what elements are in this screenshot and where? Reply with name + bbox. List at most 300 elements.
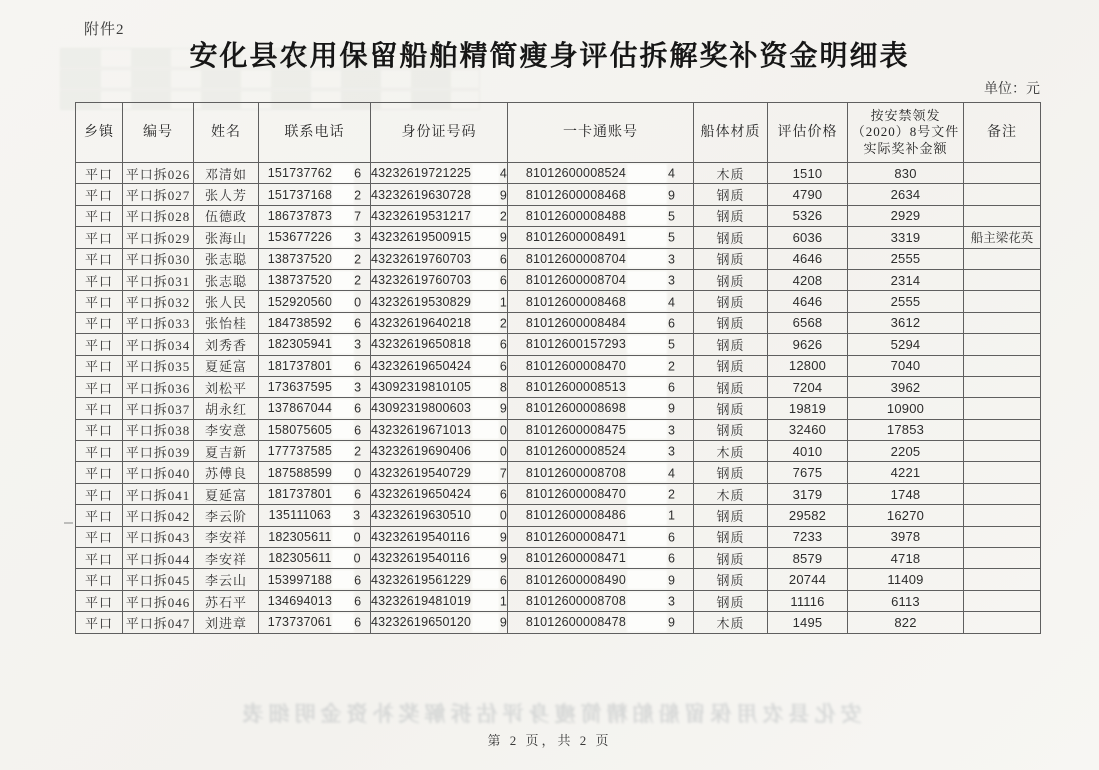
cell-remark (964, 312, 1041, 333)
cell-account (508, 483, 694, 504)
redacted-number-visible-part: 43232619690406 (371, 444, 472, 459)
redacted-number-visible-part: 81012600008488 (525, 208, 626, 223)
cell-code: 平口拆033 (123, 312, 194, 333)
redacted-number-visible-part: 177737585 (267, 444, 333, 459)
cell-id-number (371, 548, 508, 569)
cell-phone (259, 441, 371, 462)
cell-account (508, 548, 694, 569)
cell-material: 钢质 (694, 419, 768, 440)
cell-remark (964, 163, 1041, 184)
redacted-number-visible-part: 43232619540116 (371, 551, 471, 566)
redacted-number-tail-digit: 6 (499, 573, 507, 588)
cell-material: 钢质 (694, 376, 768, 397)
cell-name: 苏石平 (194, 590, 259, 611)
cell-price: 7204 (768, 376, 848, 397)
cell-subsidy: 5294 (848, 334, 964, 355)
redacted-number-tail-digit: 9 (499, 530, 507, 545)
table-row (76, 441, 1041, 462)
cell-name: 伍德政 (194, 205, 259, 226)
cell-account (508, 590, 694, 611)
cell-material: 木质 (694, 163, 768, 184)
cell-account (508, 163, 694, 184)
redacted-number-tail-digit: 3 (353, 508, 361, 523)
cell-price: 12800 (768, 355, 848, 376)
cell-account (508, 398, 694, 419)
cell-id-number (371, 462, 508, 483)
cell-name: 张志聪 (194, 248, 259, 269)
page-title: 安化县农用保留船舶精简瘦身评估拆解奖补资金明细表 (189, 41, 910, 72)
redacted-number-visible-part: 152920560 (267, 294, 333, 309)
redacted-number-visible-part: 81012600008486 (525, 508, 626, 523)
redacted-number-tail-digit: 6 (499, 487, 507, 502)
table-row (76, 248, 1041, 269)
redacted-number-tail-digit: 3 (667, 423, 676, 438)
redaction-bar (473, 443, 498, 460)
redaction-bar (628, 464, 666, 481)
redacted-number-visible-part: 81012600008468 (525, 187, 626, 202)
cell-price: 11116 (768, 590, 848, 611)
redacted-number-visible-part: 43232619650424 (371, 358, 472, 373)
cell-account (508, 462, 694, 483)
bleed-through-text: 安化县农用保留船舶精简瘦身评估拆解奖补资金明细表 (237, 702, 862, 726)
redaction-bar (473, 186, 498, 203)
cell-price: 7233 (768, 526, 848, 547)
cell-subsidy: 830 (848, 163, 964, 184)
cell-subsidy: 3319 (848, 227, 964, 248)
redacted-number-tail-digit: 1 (499, 295, 507, 310)
cell-subsidy: 10900 (848, 398, 964, 419)
cell-id-number (371, 483, 508, 504)
cell-subsidy: 1748 (848, 483, 964, 504)
cell-township: 平口 (76, 483, 123, 504)
redaction-bar (628, 207, 666, 224)
cell-name: 苏傅良 (194, 462, 259, 483)
cell-name: 夏吉新 (194, 441, 259, 462)
redacted-number-tail-digit: 6 (354, 401, 362, 416)
redacted-number-tail-digit: 4 (499, 166, 507, 181)
redaction-bar (628, 293, 666, 310)
cell-name: 张人民 (194, 291, 259, 312)
cell-code: 平口拆026 (123, 163, 194, 184)
redacted-number-tail-digit: 2 (499, 316, 507, 331)
table-row (76, 483, 1041, 504)
cell-code: 平口拆032 (123, 291, 194, 312)
cell-account (508, 227, 694, 248)
redacted-number-tail-digit: 0 (354, 466, 362, 481)
redacted-number-visible-part: 81012600008524 (525, 444, 626, 459)
cell-id-number (371, 312, 508, 333)
col-header-id-number: 身份证号码 (371, 103, 508, 163)
redacted-number-tail-digit: 9 (667, 615, 676, 630)
table-row (76, 184, 1041, 205)
redacted-number-visible-part: 43232619540116 (371, 529, 471, 544)
redaction-bar (473, 207, 498, 224)
redacted-number-visible-part: 43232619540729 (371, 465, 472, 480)
cell-phone (259, 612, 371, 633)
redaction-bar (628, 486, 666, 503)
cell-name: 李安祥 (194, 548, 259, 569)
redacted-number-visible-part: 135111063 (268, 508, 332, 523)
cell-subsidy: 6113 (848, 590, 964, 611)
redacted-number-visible-part: 81012600008478 (525, 615, 626, 630)
page-number: 第 2 页，共 2 页 (487, 733, 612, 748)
redaction-bar (628, 614, 666, 631)
cell-material: 钢质 (694, 184, 768, 205)
cell-phone (259, 334, 371, 355)
table-row (76, 227, 1041, 248)
redacted-number-tail-digit: 5 (667, 230, 676, 245)
redacted-number-visible-part: 187588599 (267, 465, 333, 480)
cell-code: 平口拆034 (123, 334, 194, 355)
redacted-number-tail-digit: 8 (499, 380, 507, 395)
redaction-bar (473, 314, 498, 331)
unit-label: 单位：元 (984, 82, 1040, 97)
col-header-material: 船体材质 (694, 103, 768, 163)
cell-material: 钢质 (694, 291, 768, 312)
attachment-label: 附件2 (84, 22, 125, 38)
cell-phone (259, 483, 371, 504)
redacted-number-tail-digit: 6 (667, 551, 676, 566)
redacted-number-tail-digit: 3 (354, 230, 362, 245)
redaction-bar (333, 229, 353, 246)
cell-account (508, 248, 694, 269)
redacted-number-tail-digit: 0 (354, 295, 362, 310)
cell-account (508, 291, 694, 312)
cell-township: 平口 (76, 548, 123, 569)
cell-name: 胡永红 (194, 398, 259, 419)
redaction-bar (473, 464, 498, 481)
cell-township: 平口 (76, 248, 123, 269)
redaction-bar (628, 336, 666, 353)
redacted-number-visible-part: 173737061 (267, 615, 333, 630)
cell-code: 平口拆038 (123, 419, 194, 440)
redacted-number-visible-part: 134694013 (267, 594, 333, 608)
cell-id-number (371, 612, 508, 633)
cell-id-number (371, 163, 508, 184)
redacted-number-tail-digit: 6 (667, 530, 676, 545)
cell-account (508, 376, 694, 397)
cell-remark (964, 483, 1041, 504)
cell-id-number (371, 398, 508, 419)
redaction-bar (628, 400, 666, 417)
redaction-bar (333, 486, 353, 503)
redacted-number-visible-part: 153997188 (267, 572, 333, 587)
cell-id-number (371, 227, 508, 248)
redacted-number-visible-part: 81012600008698 (525, 401, 626, 416)
cell-remark (964, 184, 1041, 205)
redaction-bar (333, 571, 353, 588)
cell-account (508, 312, 694, 333)
cell-account (508, 355, 694, 376)
redaction-bar (473, 165, 498, 182)
redacted-number-tail-digit: 2 (667, 487, 676, 502)
cell-id-number (371, 269, 508, 290)
cell-code: 平口拆028 (123, 205, 194, 226)
redacted-number-visible-part: 43232619650818 (371, 337, 472, 352)
cell-material: 钢质 (694, 227, 768, 248)
redaction-bar (333, 293, 353, 310)
col-header-subsidy: 按安禁领发（2020）8号文件实际奖补金额 (848, 103, 964, 163)
redacted-number-tail-digit: 6 (354, 594, 362, 609)
redaction-bar (472, 528, 498, 545)
table-row (76, 312, 1041, 333)
cell-code: 平口拆029 (123, 227, 194, 248)
subsidy-table (75, 102, 1041, 634)
cell-township: 平口 (76, 462, 123, 483)
redaction-bar (333, 336, 353, 353)
redaction-bar (333, 186, 353, 203)
cell-subsidy: 2555 (848, 291, 964, 312)
redaction-bar (473, 593, 498, 610)
cell-code: 平口拆027 (123, 184, 194, 205)
redacted-number-visible-part: 81012600008470 (525, 358, 626, 373)
table-row (76, 612, 1041, 633)
scan-artifact-mark (64, 522, 73, 524)
col-header-code: 编号 (123, 103, 194, 163)
cell-id-number (371, 334, 508, 355)
cell-name: 李安祥 (194, 526, 259, 547)
redaction-bar (473, 379, 498, 396)
redacted-number-visible-part: 81012600008491 (525, 230, 626, 245)
redacted-number-tail-digit: 9 (499, 551, 507, 566)
cell-subsidy: 2634 (848, 184, 964, 205)
redaction-bar (473, 357, 498, 374)
redacted-number-tail-digit: 5 (667, 337, 676, 352)
table-row (76, 376, 1041, 397)
cell-subsidy: 11409 (848, 569, 964, 590)
cell-material: 木质 (694, 612, 768, 633)
cell-remark (964, 334, 1041, 355)
cell-subsidy: 3962 (848, 376, 964, 397)
cell-township: 平口 (76, 376, 123, 397)
cell-phone (259, 269, 371, 290)
cell-remark (964, 505, 1041, 526)
redaction-bar (628, 314, 666, 331)
cell-name: 张志聪 (194, 269, 259, 290)
table-row (76, 590, 1041, 611)
cell-township: 平口 (76, 590, 123, 611)
redacted-number-visible-part: 81012600008490 (525, 572, 626, 587)
cell-id-number (371, 505, 508, 526)
redacted-number-visible-part: 138737520 (267, 251, 333, 266)
redaction-bar (473, 421, 498, 438)
cell-name: 张怡桂 (194, 312, 259, 333)
redacted-number-tail-digit: 2 (499, 209, 507, 224)
cell-material: 钢质 (694, 269, 768, 290)
cell-township: 平口 (76, 505, 123, 526)
cell-township: 平口 (76, 419, 123, 440)
cell-phone (259, 376, 371, 397)
cell-township: 平口 (76, 398, 123, 419)
cell-price: 6568 (768, 312, 848, 333)
cell-township: 平口 (76, 184, 123, 205)
cell-subsidy: 822 (848, 612, 964, 633)
table-row (76, 505, 1041, 526)
redacted-number-visible-part: 151737168 (267, 187, 333, 202)
cell-account (508, 205, 694, 226)
redaction-bar (333, 272, 353, 289)
redacted-number-visible-part: 182305611 (268, 529, 332, 544)
col-header-phone: 联系电话 (259, 103, 371, 163)
redacted-number-tail-digit: 6 (499, 252, 507, 267)
redaction-bar (473, 614, 498, 631)
table-row (76, 163, 1041, 184)
cell-remark (964, 441, 1041, 462)
cell-subsidy: 7040 (848, 355, 964, 376)
cell-phone (259, 291, 371, 312)
redaction-bar (333, 421, 353, 438)
redacted-number-visible-part: 138737520 (267, 273, 333, 288)
redacted-number-tail-digit: 0 (353, 551, 361, 566)
cell-material: 钢质 (694, 205, 768, 226)
cell-name: 张人芳 (194, 184, 259, 205)
redaction-bar (628, 357, 666, 374)
redacted-number-visible-part: 181737801 (267, 358, 333, 373)
cell-material: 钢质 (694, 505, 768, 526)
cell-material: 钢质 (694, 548, 768, 569)
cell-account (508, 269, 694, 290)
table-row (76, 462, 1041, 483)
cell-township: 平口 (76, 526, 123, 547)
cell-subsidy: 3978 (848, 526, 964, 547)
cell-township: 平口 (76, 441, 123, 462)
cell-remark (964, 569, 1041, 590)
redacted-number-visible-part: 81012600157293 (525, 337, 626, 352)
redacted-number-visible-part: 43232619630728 (371, 187, 472, 202)
redacted-number-tail-digit: 2 (354, 444, 362, 459)
cell-township: 平口 (76, 612, 123, 633)
redacted-number-tail-digit: 6 (354, 316, 362, 331)
redaction-bar (628, 165, 666, 182)
redacted-number-tail-digit: 9 (499, 230, 507, 245)
cell-township: 平口 (76, 355, 123, 376)
redacted-number-visible-part: 158075605 (267, 422, 333, 437)
cell-account (508, 505, 694, 526)
col-header-township: 乡镇 (76, 103, 123, 163)
cell-subsidy: 2555 (848, 248, 964, 269)
cell-id-number (371, 205, 508, 226)
cell-subsidy: 2314 (848, 269, 964, 290)
redaction-bar (333, 593, 353, 610)
redacted-number-tail-digit: 4 (667, 166, 676, 181)
cell-account (508, 419, 694, 440)
redacted-number-tail-digit: 9 (499, 188, 507, 203)
redaction-bar (628, 186, 666, 203)
redacted-number-tail-digit: 2 (354, 188, 362, 203)
cell-remark (964, 248, 1041, 269)
redacted-number-visible-part: 184738592 (267, 315, 333, 330)
cell-code: 平口拆030 (123, 248, 194, 269)
redaction-bar (333, 528, 353, 545)
cell-account (508, 334, 694, 355)
redaction-bar (332, 507, 352, 524)
cell-code: 平口拆035 (123, 355, 194, 376)
cell-phone (259, 569, 371, 590)
cell-id-number (371, 526, 508, 547)
redacted-number-tail-digit: 2 (667, 359, 676, 374)
redacted-number-visible-part: 43232619500915 (371, 230, 472, 245)
redacted-number-tail-digit: 6 (354, 423, 362, 438)
cell-code: 平口拆039 (123, 441, 194, 462)
table-body (76, 163, 1041, 634)
redacted-number-tail-digit: 0 (499, 508, 507, 523)
redacted-number-tail-digit: 3 (354, 380, 362, 395)
cell-remark (964, 462, 1041, 483)
redaction-bar (333, 314, 353, 331)
redacted-number-tail-digit: 3 (667, 273, 676, 288)
redaction-bar (628, 593, 666, 610)
redacted-number-tail-digit: 6 (354, 487, 362, 502)
col-header-account: 一卡通账号 (508, 103, 694, 163)
redaction-bar (628, 550, 666, 567)
cell-remark (964, 376, 1041, 397)
cell-price: 4790 (768, 184, 848, 205)
redaction-bar (333, 165, 353, 182)
redaction-bar (333, 379, 353, 396)
cell-name: 夏延富 (194, 355, 259, 376)
cell-material: 钢质 (694, 355, 768, 376)
cell-material: 钢质 (694, 462, 768, 483)
redacted-number-tail-digit: 3 (667, 444, 676, 459)
table-row (76, 291, 1041, 312)
redacted-number-tail-digit: 2 (354, 273, 362, 288)
redaction-bar (333, 464, 353, 481)
redacted-number-visible-part: 81012600008513 (525, 380, 626, 395)
cell-price: 9626 (768, 334, 848, 355)
redacted-number-tail-digit: 1 (499, 594, 507, 609)
redacted-number-tail-digit: 6 (354, 615, 362, 630)
cell-account (508, 441, 694, 462)
redaction-bar (628, 571, 666, 588)
redaction-bar (628, 379, 666, 396)
redacted-number-tail-digit: 0 (353, 530, 361, 545)
cell-phone (259, 184, 371, 205)
cell-remark (964, 291, 1041, 312)
redacted-number-tail-digit: 3 (667, 252, 676, 267)
cell-id-number (371, 248, 508, 269)
cell-subsidy: 4718 (848, 548, 964, 569)
redaction-bar (628, 229, 666, 246)
redaction-bar (628, 421, 666, 438)
redaction-bar (473, 272, 498, 289)
cell-material: 木质 (694, 483, 768, 504)
cell-phone (259, 248, 371, 269)
cell-phone (259, 419, 371, 440)
cell-code: 平口拆043 (123, 526, 194, 547)
redacted-number-tail-digit: 9 (667, 573, 676, 588)
redacted-number-visible-part: 43232619650424 (371, 487, 472, 502)
redaction-bar (473, 336, 498, 353)
redaction-bar (473, 507, 498, 524)
cell-phone (259, 548, 371, 569)
cell-name: 李云阶 (194, 505, 259, 526)
table-row (76, 334, 1041, 355)
redaction-bar (473, 571, 498, 588)
cell-price: 3179 (768, 483, 848, 504)
redacted-number-tail-digit: 6 (667, 380, 676, 395)
cell-price: 29582 (768, 505, 848, 526)
cell-phone (259, 526, 371, 547)
cell-township: 平口 (76, 312, 123, 333)
cell-price: 6036 (768, 227, 848, 248)
table-row (76, 548, 1041, 569)
cell-price: 20744 (768, 569, 848, 590)
cell-code: 平口拆045 (123, 569, 194, 590)
col-header-remark: 备注 (964, 103, 1041, 163)
table-row (76, 205, 1041, 226)
cell-remark (964, 590, 1041, 611)
cell-price: 4208 (768, 269, 848, 290)
